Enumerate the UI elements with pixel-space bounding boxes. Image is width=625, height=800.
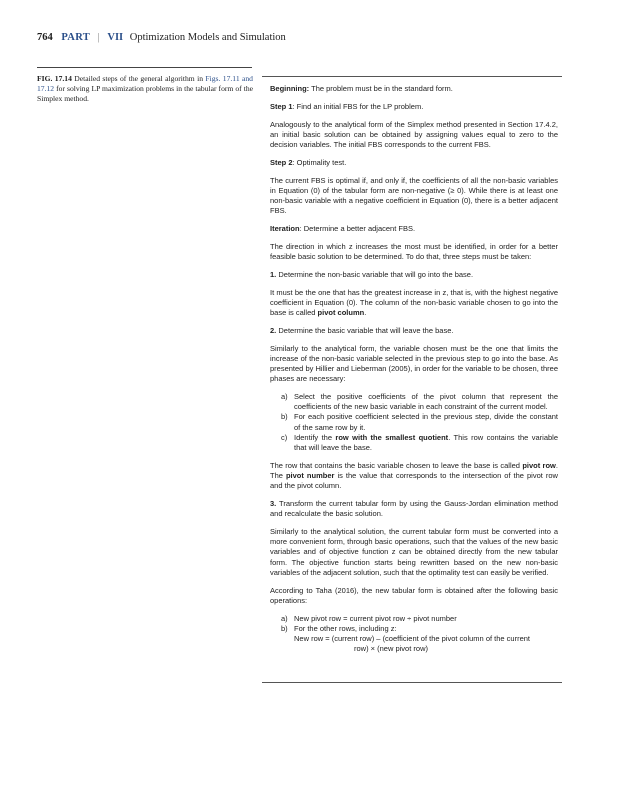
step-1-paragraph: Analogously to the analytical form of the Simplex method presented in Section 17.4.2, an initial basic solution can be obtained by assigning values equal to zero to the decision variables. The initial FBS corresponds to the current FBS.	[270, 119, 558, 149]
substep-3-paragraph: Similarly to the analytical solution, the current tabular form must be converted into a more convenient form, through basic operations, such that the values of the new basic variables and of objective function z can be obtained directly from the new tabular form. The objective function starts being rewritten based on the new non-basic variables of the adjacent solution, such that the optimality test can easily be verified.	[270, 527, 558, 577]
figure-label: FIG. 17.14	[37, 74, 72, 83]
caption-text-a: Detailed steps of the general algorithm in	[74, 74, 204, 83]
pivot-paragraph: The row that contains the basic variable chosen to leave the base is called pivot row. The pivot number is the value that corresponds to the intersection of the pivot row and the pivot column.	[270, 460, 558, 491]
list-item: c) Identify the row with the smallest quotient. This row contains the variable that will leave the base.	[281, 432, 558, 453]
header-separator: |	[97, 32, 100, 43]
list-item: a) Select the positive coefficients of the pivot column that represent the coefficients of the new basic variable in each constraint of the current model.	[281, 392, 558, 412]
taha-paragraph: According to Taha (2016), the new tabular form is obtained after the following basic operations:	[270, 585, 558, 605]
caption-text-b: for solving LP maximization problems in the tabular form of the Simplex method.	[37, 84, 253, 104]
figure-reference-link[interactable]: Figs. 17.11 and 17.12	[37, 74, 253, 94]
part-title: Optimization Models and Simulation	[129, 32, 286, 43]
part-label: PART	[61, 32, 91, 43]
step-1-heading: Step 1: Find an initial FBS for the LP problem.	[270, 101, 424, 111]
iteration-paragraph: The direction in which z increases the most must be identified, in order for a better feasible basic solution to be determined. To do that, three steps must be taken:	[270, 241, 558, 261]
operations-list	[270, 614, 558, 655]
caption-rule	[37, 67, 252, 68]
substep-2-heading: 2. Determine the basic variable that will leave the base.	[270, 325, 454, 335]
substep-2-paragraph: Similarly to the analytical form, the variable chosen must be the one that limits the increase of the non-basic variable selected in the previous step to go into the base. As presented by Hillier and Lieberman (2005), in order for the variable to be chosen, three phases are necessary:	[270, 343, 558, 384]
page-number: 764	[37, 32, 53, 43]
substep-3-heading: 3. Transform the current tabular form by using the Gauss-Jordan elimination method and recalculate the basic solution.	[270, 499, 558, 519]
figure-bottom-rule	[262, 682, 562, 683]
phase-list	[270, 392, 558, 453]
figure-caption	[37, 74, 253, 105]
figure-body	[270, 84, 558, 662]
figure-top-rule	[262, 76, 562, 77]
step-2-heading: Step 2: Optimality test.	[270, 157, 347, 167]
beginning: Beginning: The problem must be in the standard form.	[270, 84, 453, 93]
list-item: a) New pivot row = current pivot row ÷ pivot number	[281, 613, 457, 623]
part-number: VII	[107, 32, 124, 43]
iteration-heading: Iteration: Determine a better adjacent FBS.	[270, 224, 416, 233]
list-item: b) For each positive coefficient selected in the previous step, divide the constant of the same row by it.	[281, 412, 558, 432]
step-2-paragraph: The current FBS is optimal if, and only if, the coefficients of all the non-basic variables in Equation (0) of the tabular form are non-negative (≥ 0). While there is at least one non-basic variable with a negative coefficient in Equation (0), there is a better adjacent FBS.	[270, 175, 558, 216]
substep-1-heading: 1. Determine the non-basic variable that will go into the base.	[270, 269, 474, 279]
list-item: b) For the other rows, including z: New row = (current row) – (coefficient of the pivot column of the current row) × (new pivot row)	[281, 623, 531, 654]
running-header	[37, 32, 286, 43]
substep-1-paragraph: It must be the one that has the greatest increase in z, that is, with the highest negative coefficient in Equation (0). The column of the non-basic variable chosen to go into the base is called pivot column.	[270, 287, 558, 317]
